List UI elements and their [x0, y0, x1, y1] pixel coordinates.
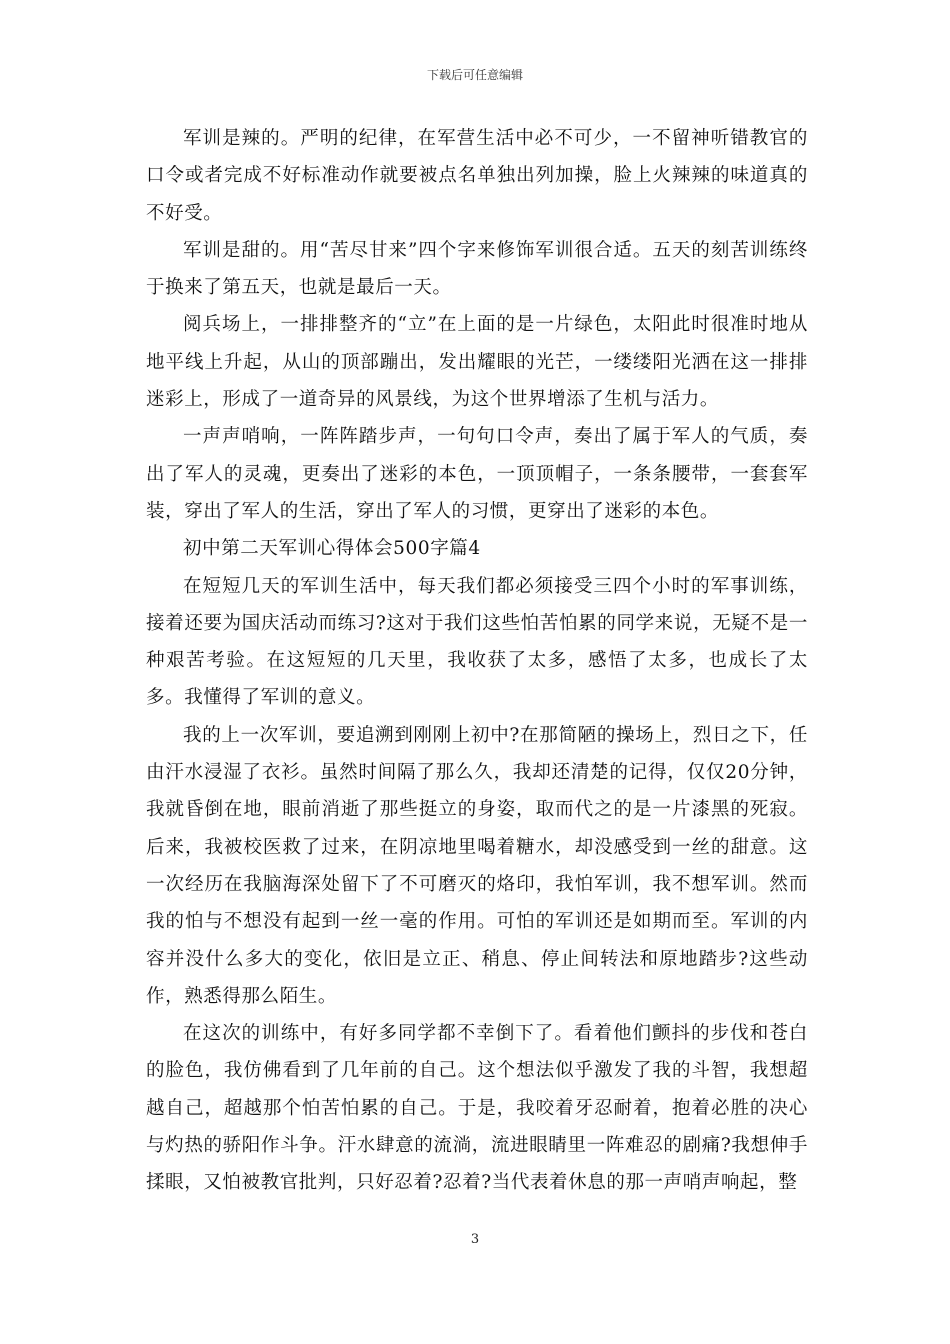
paragraph: 在短短几天的军训生活中，每天我们都必须接受三四个小时的军事训练，接着还要为国庆活动而练习?这对于我们这些怕苦怕累的同学来说，无疑不是一种艰苦考验。在这短短的几天里，我收获了太多，感悟了太多，也成长了太多。我懂得了军训的意义。 — [146, 575, 808, 709]
paragraph: 军训是辣的。严明的纪律，在军营生活中必不可少，一不留神听错教官的口令或者完成不好标准动作就要被点名单独出列加操，脸上火辣辣的味道真的不好受。 — [146, 128, 808, 224]
section-heading: 初中第二天军训心得体会500字篇4 — [183, 538, 481, 560]
paragraph: 我的上一次军训，要追溯到刚刚上初中?在那简陋的操场上，烈日之下，任由汗水浸湿了衣衫。虽然时间隔了那么久，我却还清楚的记得，仅仅20分钟，我就昏倒在地，眼前消逝了那些挺立的身姿，取而代之的是一片漆黑的死寂。后来，我被校医救了过来，在阴凉地里喝着糖水，却没感受到一丝的甜意。这一次经历在我脑海深处留下了不可磨灭的烙印，我怕军训，我不想军训。然而我的怕与不想没有起到一丝一毫的作用。可怕的军训还是如期而至。军训的内容并没什么多大的变化，依旧是立正、稍息、停止间转法和原地踏步?这些动作，熟悉得那么陌生。 — [146, 724, 808, 1007]
paragraph: 军训是甜的。用“苦尽甘来”四个字来修饰军训很合适。五天的刻苦训练终于换来了第五天，也就是最后一天。 — [146, 239, 808, 299]
document-body — [146, 120, 808, 1202]
paragraph: 一声声哨响，一阵阵踏步声，一句句口令声，奏出了属于军人的气质，奏出了军人的灵魂，更奏出了迷彩的本色，一顶顶帽子，一条条腰带，一套套军装，穿出了军人的生活，穿出了军人的习惯，更穿出了迷彩的本色。 — [146, 426, 808, 522]
page-header: 下载后可任意编辑 — [426, 68, 523, 82]
paragraph: 在这次的训练中，有好多同学都不幸倒下了。看着他们颤抖的步伐和苍白的脸色，我仿佛看到了几年前的自己。这个想法似乎激发了我的斗智，我想超越自己，超越那个怕苦怕累的自己。于是，我咬着牙忍耐着，抱着必胜的决心与灼热的骄阳作斗争。汗水肆意的流淌，流进眼睛里一阵难忍的剧痛?我想伸手揉眼，又怕被教官批判，只好忍着?忍着?当代表着休息的那一声哨声响起，整 — [146, 1023, 808, 1194]
page-number: 3 — [470, 1232, 480, 1247]
paragraph: 阅兵场上，一排排整齐的“立”在上面的是一片绿色，太阳此时很准时地从地平线上升起，从山的顶部蹦出，发出耀眼的光芒，一缕缕阳光洒在这一排排迷彩上，形成了一道奇异的风景线，为这个世界增添了生机与活力。 — [146, 314, 808, 411]
